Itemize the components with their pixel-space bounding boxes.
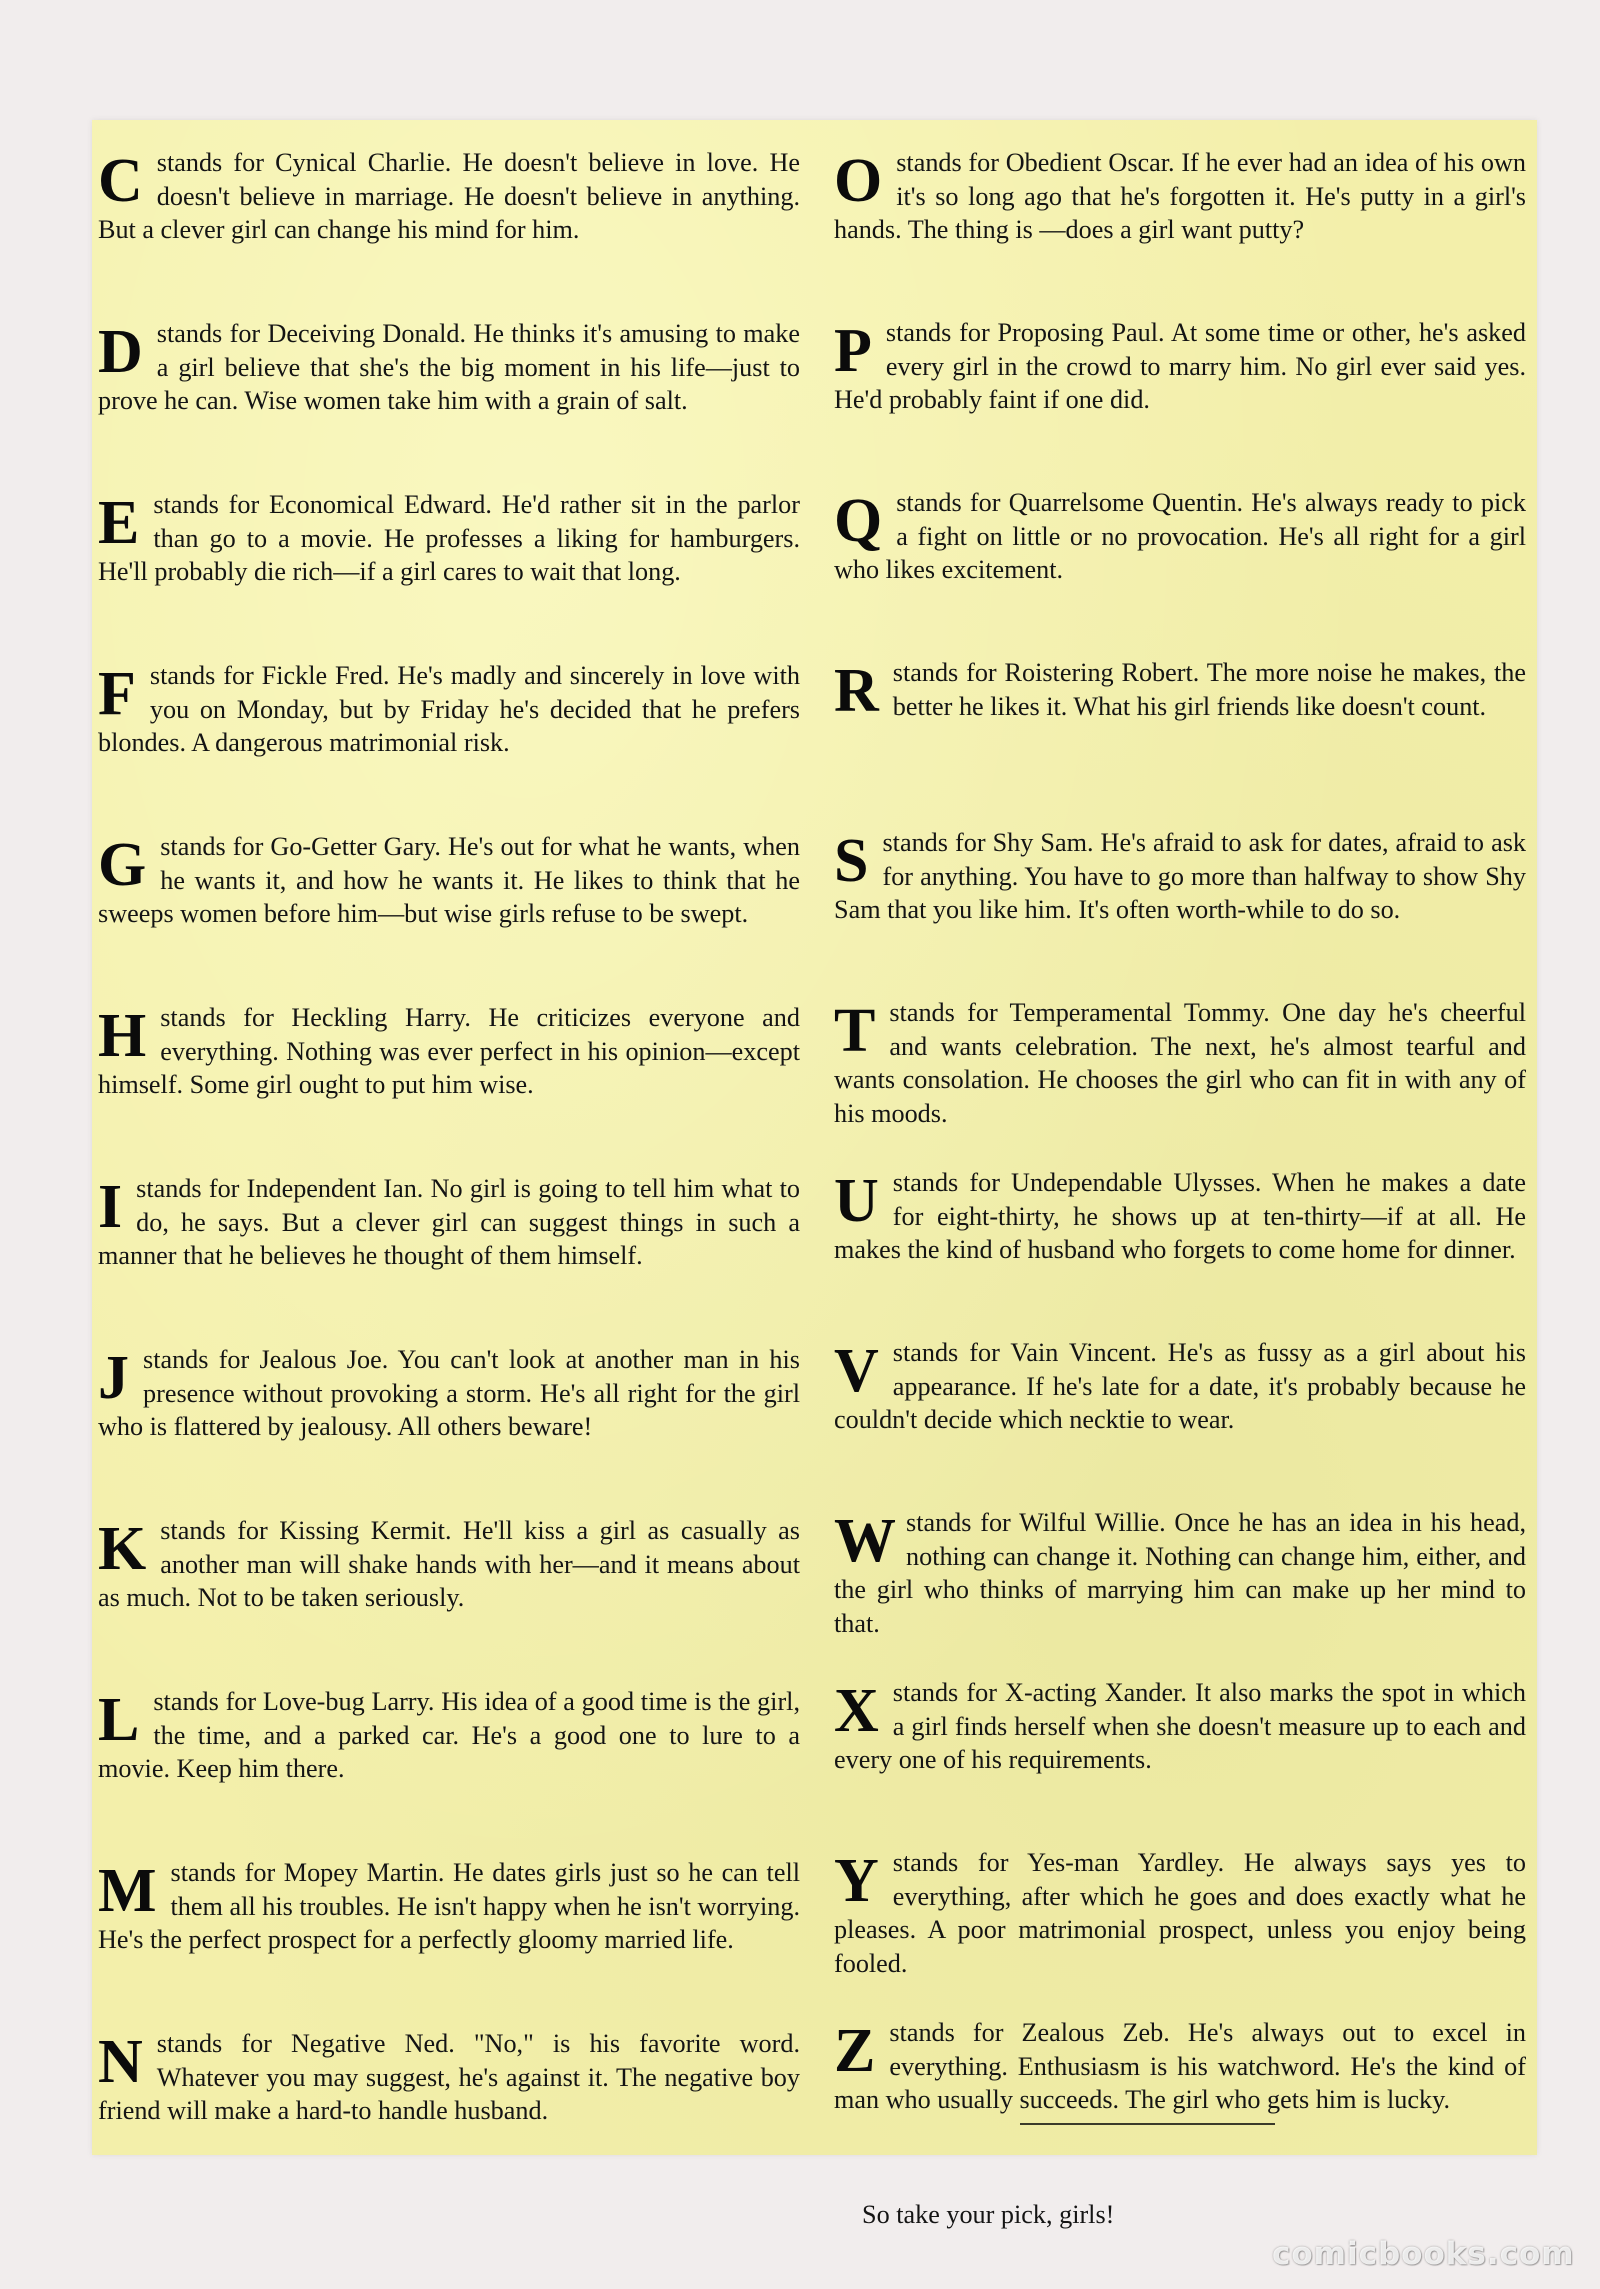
entry-text: stands for Undependable Ulysses. When he makes a date for eight-thirty, he shows up at ten-thirty—if at all. He makes the kind of husband who forgets to come home for dinner.	[834, 1168, 1526, 1264]
drop-cap-s: S	[834, 827, 869, 895]
drop-cap-c: C	[98, 147, 143, 215]
entry-e	[98, 488, 800, 659]
drop-cap-n: N	[98, 2028, 143, 2096]
drop-cap-d: D	[98, 318, 143, 386]
entry-j	[98, 1343, 800, 1514]
drop-cap-i: I	[98, 1173, 123, 1241]
entry-text: stands for Yes-man Yardley. He always says yes to everything, after which he goes and does exactly what he pleases. A poor matrimonial prospect, unless you enjoy being fooled.	[834, 1848, 1526, 1978]
entry-d	[98, 317, 800, 488]
entry-f	[98, 659, 800, 830]
entry-text: stands for Shy Sam. He's afraid to ask for dates, afraid to ask for anything. You have to go more than halfway to show Shy Sam that you like him. It's often worth-while to do so.	[834, 828, 1526, 924]
entry-y	[834, 1846, 1526, 2016]
entry-text: stands for Heckling Harry. He criticizes everyone and everything. Nothing was ever perfect in his opinion—except himself. Some girl ought to put him wise.	[98, 1003, 800, 1099]
left-column	[98, 146, 800, 2198]
entry-text: stands for Mopey Martin. He dates girls just so he can tell them all his troubles. He isn't happy when he isn't worrying. He's the perfect prospect for a perfectly gloomy married life.	[98, 1858, 800, 1954]
entry-text: stands for Economical Edward. He'd rather sit in the parlor than go to a movie. He professes a liking for hamburgers. He'll probably die rich—if a girl cares to wait that long.	[98, 490, 800, 586]
closing-rule	[1020, 2123, 1275, 2125]
entry-q	[834, 486, 1526, 656]
entry-z	[834, 2016, 1526, 2186]
entry-text: stands for Kissing Kermit. He'll kiss a girl as casually as another man will shake hands with her—and it means about as much. Not to be taken seriously.	[98, 1516, 800, 1612]
entry-o	[834, 146, 1526, 316]
drop-cap-y: Y	[834, 1847, 879, 1915]
entry-c	[98, 146, 800, 317]
drop-cap-w: W	[834, 1507, 896, 1575]
entry-text: stands for Wilful Willie. Once he has an idea in his head, nothing can change it. Nothing can change him, either, and the girl who thinks of marrying him can make up her mind to that.	[834, 1508, 1526, 1638]
drop-cap-z: Z	[834, 2017, 876, 2085]
entry-text: stands for Vain Vincent. He's as fussy as a girl about his appearance. If he's late for a date, it's probably because he couldn't decide which necktie to wear.	[834, 1338, 1526, 1434]
entry-text: stands for Jealous Joe. You can't look at another man in his presence without provoking a storm. He's all right for the girl who is flattered by jealousy. All others beware!	[98, 1345, 800, 1441]
entry-text: stands for Deceiving Donald. He thinks it's amusing to make a girl believe that she's the big moment in his life—just to prove he can. Wise women take him with a grain of salt.	[98, 319, 800, 415]
entry-text: stands for Love-bug Larry. His idea of a good time is the girl, the time, and a parked car. He's a good one to lure to a movie. Keep him there.	[98, 1687, 800, 1783]
entry-text: stands for Zealous Zeb. He's always out to excel in everything. Enthusiasm is his watchword. He's the kind of man who usually succeeds. The girl who gets him is lucky.	[834, 2018, 1526, 2114]
entry-text: stands for Proposing Paul. At some time or other, he's asked every girl in the crowd to marry him. No girl ever said yes. He'd probably faint if one did.	[834, 318, 1526, 414]
entry-text: stands for Quarrelsome Quentin. He's always ready to pick a fight on little or no provocation. He's all right for a girl who likes excitement.	[834, 488, 1526, 584]
entry-u	[834, 1166, 1526, 1336]
entry-g	[98, 830, 800, 1001]
drop-cap-u: U	[834, 1167, 879, 1235]
page-panel	[92, 120, 1537, 2229]
entry-text: stands for Negative Ned. "No," is his favorite word. Whatever you may suggest, he's against it. The negative boy friend will make a hard-to handle husband.	[98, 2029, 800, 2125]
entry-text: stands for Obedient Oscar. If he ever had an idea of his own it's so long ago that he's forgotten it. He's putty in a girl's hands. The thing is —does a girl want putty?	[834, 148, 1526, 244]
entry-p	[834, 316, 1526, 486]
entry-h	[98, 1001, 800, 1172]
entry-n	[98, 2027, 800, 2198]
drop-cap-r: R	[834, 657, 879, 725]
drop-cap-m: M	[98, 1857, 157, 1925]
drop-cap-e: E	[98, 489, 140, 557]
drop-cap-p: P	[834, 317, 872, 385]
entry-r	[834, 656, 1526, 826]
drop-cap-v: V	[834, 1337, 879, 1405]
drop-cap-j: J	[98, 1344, 129, 1412]
right-column	[834, 146, 1526, 2232]
entry-t	[834, 996, 1526, 1166]
entry-text: stands for Independent Ian. No girl is going to tell him what to do, he says. But a clever girl can suggest things in such a manner that he believes he thought of them himself.	[98, 1174, 800, 1270]
drop-cap-t: T	[834, 997, 876, 1065]
watermark: comicbooks.com	[1272, 2236, 1575, 2272]
entry-text: stands for Temperamental Tommy. One day he's cheerful and wants celebration. The next, he's almost tearful and wants consolation. He chooses the girl who can fit in with any of his moods.	[834, 998, 1526, 1128]
entry-text: stands for Fickle Fred. He's madly and sincerely in love with you on Monday, but by Friday he's decided that he prefers blondes. A dangerous matrimonial risk.	[98, 661, 800, 757]
entry-k	[98, 1514, 800, 1685]
entry-i	[98, 1172, 800, 1343]
entry-v	[834, 1336, 1526, 1506]
entry-l	[98, 1685, 800, 1856]
drop-cap-h: H	[98, 1002, 147, 1070]
entry-text: stands for Cynical Charlie. He doesn't believe in love. He doesn't believe in marriage. He doesn't believe in anything. But a clever girl can change his mind for him.	[98, 148, 800, 244]
drop-cap-k: K	[98, 1515, 147, 1583]
entry-text: stands for X-acting Xander. It also marks the spot in which a girl finds herself when she doesn't measure up to each and every one of his requirements.	[834, 1678, 1526, 1774]
drop-cap-g: G	[98, 831, 147, 899]
entry-text: stands for Go-Getter Gary. He's out for what he wants, when he wants it, and how he wants it. He likes to think that he sweeps women before him—but wise girls refuse to be swept.	[98, 832, 800, 928]
drop-cap-x: X	[834, 1677, 879, 1745]
closing-line: So take your pick, girls!	[862, 2200, 1115, 2229]
drop-cap-l: L	[98, 1686, 140, 1754]
entry-s	[834, 826, 1526, 996]
drop-cap-o: O	[834, 147, 883, 215]
drop-cap-q: Q	[834, 487, 883, 555]
entry-x	[834, 1676, 1526, 1846]
entry-w	[834, 1506, 1526, 1676]
entry-m	[98, 1856, 800, 2027]
drop-cap-f: F	[98, 660, 136, 728]
entry-text: stands for Roistering Robert. The more noise he makes, the better he likes it. What his girl friends like doesn't count.	[892, 658, 1526, 721]
